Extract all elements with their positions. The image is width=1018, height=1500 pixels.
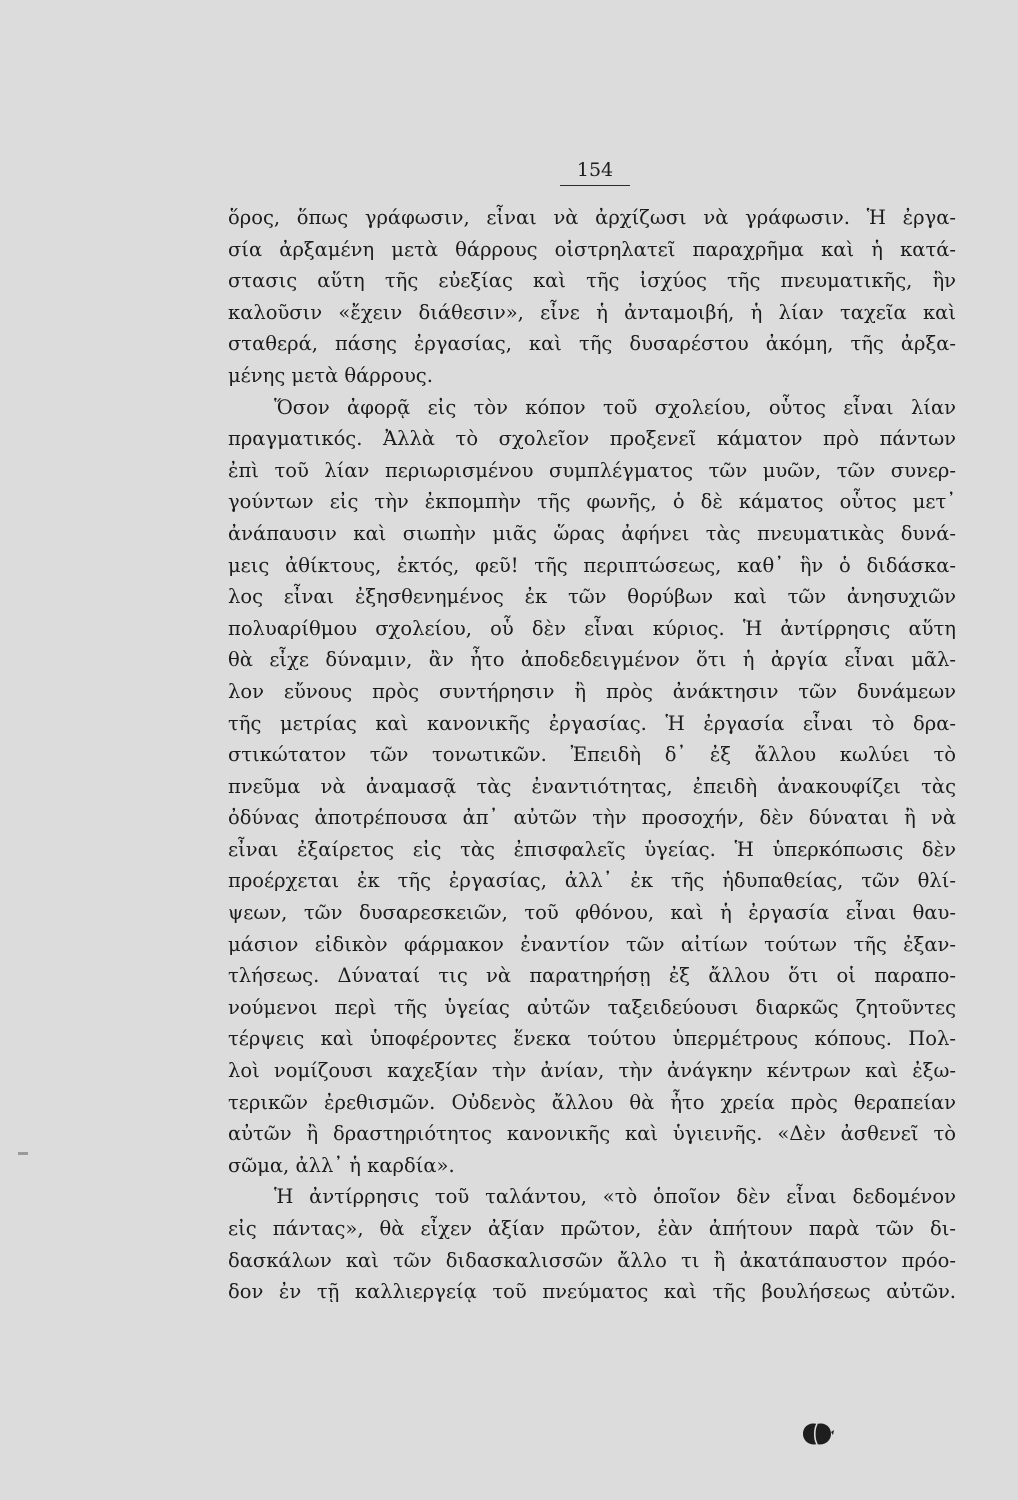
- text-line: λοὶ νομίζουσι καχεξίαν τὴν ἀνίαν, τὴν ἀνάγκην κέντρων καὶ ἐξω-: [228, 1059, 956, 1083]
- text-line: πραγματικός. Ἀλλὰ τὸ σχολεῖον προξενεῖ κάματον πρὸ πάντων: [228, 427, 956, 451]
- text-line: μάσιον εἰδικὸν φάρμακον ἐναντίον τῶν αἰτίων τούτων τῆς ἐξαν-: [228, 932, 956, 956]
- text-line: ἐπὶ τοῦ λίαν περιωρισμένου συμπλέγματος τῶν μυῶν, τῶν συνερ-: [228, 458, 956, 482]
- margin-mark: [18, 1152, 28, 1155]
- text-line: τλήσεως. Δύναταί τις νὰ παρατηρήσῃ ἐξ ἄλλου ὅτι οἱ παραπο-: [228, 964, 956, 988]
- page-number: 154: [576, 159, 614, 181]
- paragraph-start-line: Ὅσον ἀφορᾷ εἰς τὸν κόπον τοῦ σχολείου, οὗτος εἶναι λίαν: [274, 395, 956, 419]
- text-line: πνεῦμα νὰ ἀναμασᾷ τὰς ἐναντιότητας, ἐπειδὴ ἀνακουφίζει τὰς: [228, 774, 956, 798]
- text-line: τέρψεις καὶ ὑποφέροντες ἕνεκα τούτου ὑπερμέτρους κόπους. Πολ-: [228, 1027, 956, 1051]
- body-text: [228, 202, 956, 1308]
- text-line: λος εἶναι ἐξησθενημένος ἐκ τῶν θορύβων καὶ τῶν ἀνησυχιῶν: [228, 585, 956, 609]
- text-line: τῆς μετρίας καὶ κανονικῆς ἐργασίας. Ἡ ἐργασία εἶναι τὸ δρα-: [228, 711, 956, 735]
- text-line: θὰ εἶχε δύναμιν, ἂν ἦτο ἀποδεδειγμένον ὅτι ἡ ἀργία εἶναι μᾶλ-: [228, 648, 956, 672]
- text-line: δασκάλων καὶ τῶν διδασκαλισσῶν ἄλλο τι ἢ ἀκατάπαυστον πρόο-: [228, 1248, 956, 1272]
- text-line: εἰς πάντας», θὰ εἶχεν ἀξίαν πρῶτον, ἐὰν ἀπήτουν παρὰ τῶν δι-: [228, 1217, 956, 1240]
- text-line: δον ἐν τῇ καλλιεργείᾳ τοῦ πνεύματος καὶ τῆς βουλήσεως αὐτῶν.: [228, 1280, 956, 1304]
- text-line: καλοῦσιν «ἔχειν διάθεσιν», εἶνε ἡ ἀνταμοιβή, ἡ λίαν ταχεῖα καὶ: [228, 300, 956, 324]
- paragraph-start-line: Ἡ ἀντίρρησις τοῦ ταλάντου, «τὸ ὁποῖον δὲν εἶναι δεδομένον: [274, 1185, 956, 1209]
- text-line: λον εὔνους πρὸς συντήρησιν ἢ πρὸς ἀνάκτησιν τῶν δυνάμεων: [228, 679, 956, 703]
- text-line: σία ἀρξαμένη μετὰ θάρρους οἰστρηλατεῖ παραχρῆμα καὶ ἡ κατά-: [228, 237, 956, 261]
- text-line: αὐτῶν ἢ δραστηριότητος κανονικῆς καὶ ὑγιεινῆς. «Δὲν ἀσθενεῖ τὸ: [228, 1122, 956, 1146]
- text-line: νούμενοι περὶ τῆς ὑγείας αὐτῶν ταξειδεύουσι διαρκῶς ζητοῦντες: [228, 995, 956, 1019]
- text-line: σταθερά, πάσης ἐργασίας, καὶ τῆς δυσαρέστου ἀκόμη, τῆς ἀρξα-: [228, 332, 956, 356]
- text-line: πολυαρίθμου σχολείου, οὗ δὲν εἶναι κύριος. Ἡ ἀντίρρησις αὕτη: [228, 616, 956, 640]
- text-line: σῶμα, ἀλλ᾽ ἡ καρδία».: [228, 1153, 455, 1177]
- text-line: ὀδύνας ἀποτρέπουσα ἀπ᾽ αὐτῶν τὴν προσοχήν, δὲν δύναται ἢ νὰ: [228, 806, 956, 830]
- text-line: ὅρος, ὅπως γράφωσιν, εἶναι νὰ ἀρχίζωσι νὰ γράφωσιν. Ἡ ἐργα-: [228, 206, 956, 229]
- text-line: ἀνάπαυσιν καὶ σιωπὴν μιᾶς ὥρας ἀφήνει τὰς πνευματικὰς δυνά-: [228, 521, 956, 545]
- text-line: μεις ἀθίκτους, ἐκτός, φεῦ! τῆς περιπτώσεως, καθ᾽ ἣν ὁ διδάσκα-: [228, 553, 956, 577]
- text-line: ψεων, τῶν δυσαρεσκειῶν, τοῦ φθόνου, καὶ ἡ ἐργασία εἶναι θαυ-: [228, 901, 956, 925]
- text-line: γούντων εἰς τὴν ἐκπομπὴν τῆς φωνῆς, ὁ δὲ κάματος οὗτος μετ᾽: [228, 490, 956, 514]
- text-line: τερικῶν ἐρεθισμῶν. Οὐδενὸς ἄλλου θὰ ἦτο χρεία πρὸς θεραπείαν: [228, 1090, 956, 1114]
- text-line: εἶναι ἐξαίρετος εἰς τὰς ἐπισφαλεῖς ὑγείας. Ἡ ὑπερκόπωσις δὲν: [228, 837, 956, 861]
- text-line: στασις αὕτη τῆς εὐεξίας καὶ τῆς ἰσχύος τῆς πνευματικῆς, ἣν: [228, 269, 956, 293]
- text-line: στικώτατον τῶν τονωτικῶν. Ἐπειδὴ δ᾽ ἐξ ἄλλου κωλύει τὸ: [228, 743, 956, 767]
- printer-ornament-icon: [800, 1420, 834, 1448]
- text-line: προέρχεται ἐκ τῆς ἐργασίας, ἀλλ᾽ ἐκ τῆς ἡδυπαθείας, τῶν θλί-: [228, 869, 956, 893]
- text-line: μένης μετὰ θάρρους.: [228, 363, 433, 387]
- page-number-rule: [560, 185, 630, 186]
